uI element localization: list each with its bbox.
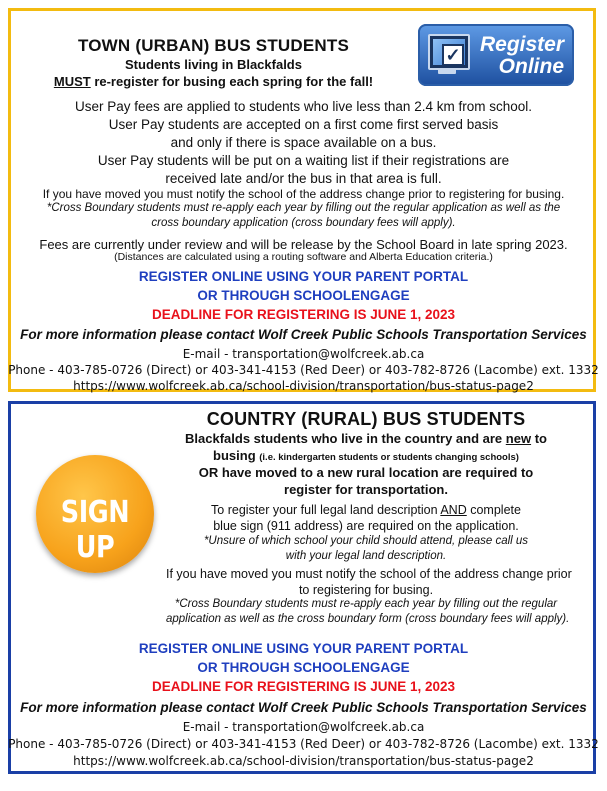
urban-move-notice: If you have moved you must notify the school of the address change prior to registering for busing. <box>42 187 565 201</box>
new-emphasis: new <box>505 431 532 446</box>
urban-title: TOWN (URBAN) BUS STUDENTS <box>77 36 349 55</box>
and-emphasis: AND <box>440 503 467 517</box>
reregister-text: re-register for busing each spring for the fall! <box>90 74 374 89</box>
rural-line-1-text: Blackfalds students who live in the country and are <box>185 431 506 446</box>
rural-blue-sign: blue sign (911 address) are required on the application. <box>213 519 519 533</box>
rural-legal-end: complete <box>466 503 521 517</box>
rural-deadline: DEADLINE FOR REGISTERING IS JUNE 1, 2023 <box>151 679 456 694</box>
urban-reregister-line <box>20 74 407 89</box>
rural-move-line: If you have moved you must notify the school of the address change prior <box>166 567 572 581</box>
urban-deadline: DEADLINE FOR REGISTERING IS JUNE 1, 2023 <box>151 307 456 322</box>
register-online-label-1: Register <box>479 33 564 56</box>
checkbox-icon: ✓ <box>442 44 464 66</box>
urban-email[interactable]: E-mail - transportation@wolfcreek.ab.ca <box>182 347 425 361</box>
urban-body-line: User Pay students will be put on a waiting list if their registrations are <box>97 153 510 168</box>
rural-line-2 <box>166 448 566 463</box>
urban-distances-note: (Distances are calculated using a routing software and Alberta Education criteria.) <box>114 251 493 263</box>
rural-cross-line: application as well as the cross boundary form (cross boundary fees will apply). <box>166 613 570 625</box>
sign-up-label: SIGN UP <box>60 495 130 565</box>
urban-body-line: received late and/or the bus in that area is full. <box>165 171 442 186</box>
rural-register-schoolengage: OR THROUGH SCHOOLENGAGE <box>197 660 410 675</box>
rural-busing-note: (i.e. kindergarten students or students changing schools) <box>259 452 519 463</box>
urban-info-heading: For more information please contact Wolf Creek Public Schools Transportation Services <box>20 327 587 342</box>
rural-legal-line <box>166 503 566 517</box>
sign-up-button[interactable] <box>36 455 154 573</box>
rural-email[interactable]: E-mail - transportation@wolfcreek.ab.ca <box>182 720 425 734</box>
rural-legal-text: To register your full legal land description <box>211 503 441 517</box>
urban-body-line: User Pay students are accepted on a first come first served basis <box>108 117 499 132</box>
rural-line-4: register for transportation. <box>284 482 448 497</box>
urban-cross-boundary-line: *Cross Boundary students must re-apply each year by filling out the regular application as well as the <box>46 202 561 214</box>
urban-url-link[interactable]: https://www.wolfcreek.ab.ca/school-division/transportation/bus-status-page2 <box>73 379 534 393</box>
must-emphasis: MUST <box>53 74 91 89</box>
urban-register-portal: REGISTER ONLINE USING YOUR PARENT PORTAL <box>138 269 469 284</box>
rural-cross-line: *Cross Boundary students must re-apply each year by filling out the regular <box>174 598 558 610</box>
urban-subtitle: Students living in Blackfalds <box>125 57 302 72</box>
urban-body-line: and only if there is space available on a bus. <box>170 135 437 150</box>
urban-phone: Phone - 403-785-0726 (Direct) or 403-341-4153 (Red Deer) or 403-782-8726 (Lacombe) ext. 1332 <box>8 363 599 377</box>
urban-cross-boundary-line: cross boundary application (cross boundary fees will apply). <box>151 217 456 229</box>
urban-body-line: User Pay fees are applied to students who live less than 2.4 km from school. <box>75 99 532 114</box>
rural-title: COUNTRY (RURAL) BUS STUDENTS <box>206 409 526 429</box>
register-online-button[interactable] <box>418 24 574 86</box>
rural-info-heading: For more information please contact Wolf Creek Public Schools Transportation Services <box>20 700 587 715</box>
rural-line-1-end: to <box>531 431 547 446</box>
rural-unsure-line: *Unsure of which school your child should attend, please call us <box>203 535 529 547</box>
monitor-stand-icon <box>438 68 456 74</box>
register-online-label-2: Online <box>498 55 564 78</box>
urban-register-schoolengage: OR THROUGH SCHOOLENGAGE <box>197 288 410 303</box>
rural-line-3: OR have moved to a new rural location are required to <box>198 465 534 480</box>
rural-busing-text: busing <box>213 448 260 463</box>
rural-register-portal: REGISTER ONLINE USING YOUR PARENT PORTAL <box>138 641 469 656</box>
rural-url-link[interactable]: https://www.wolfcreek.ab.ca/school-division/transportation/bus-status-page2 <box>73 754 534 768</box>
urban-fees-notice: Fees are currently under review and will be release by the School Board in late spring 2023. <box>39 237 568 252</box>
rural-unsure-line: with your legal land description. <box>285 550 447 562</box>
rural-line-1 <box>166 431 566 446</box>
rural-move-line: to registering for busing. <box>298 583 434 597</box>
rural-phone: Phone - 403-785-0726 (Direct) or 403-341-4153 (Red Deer) or 403-782-8726 (Lacombe) ext. 1332 <box>8 737 599 751</box>
